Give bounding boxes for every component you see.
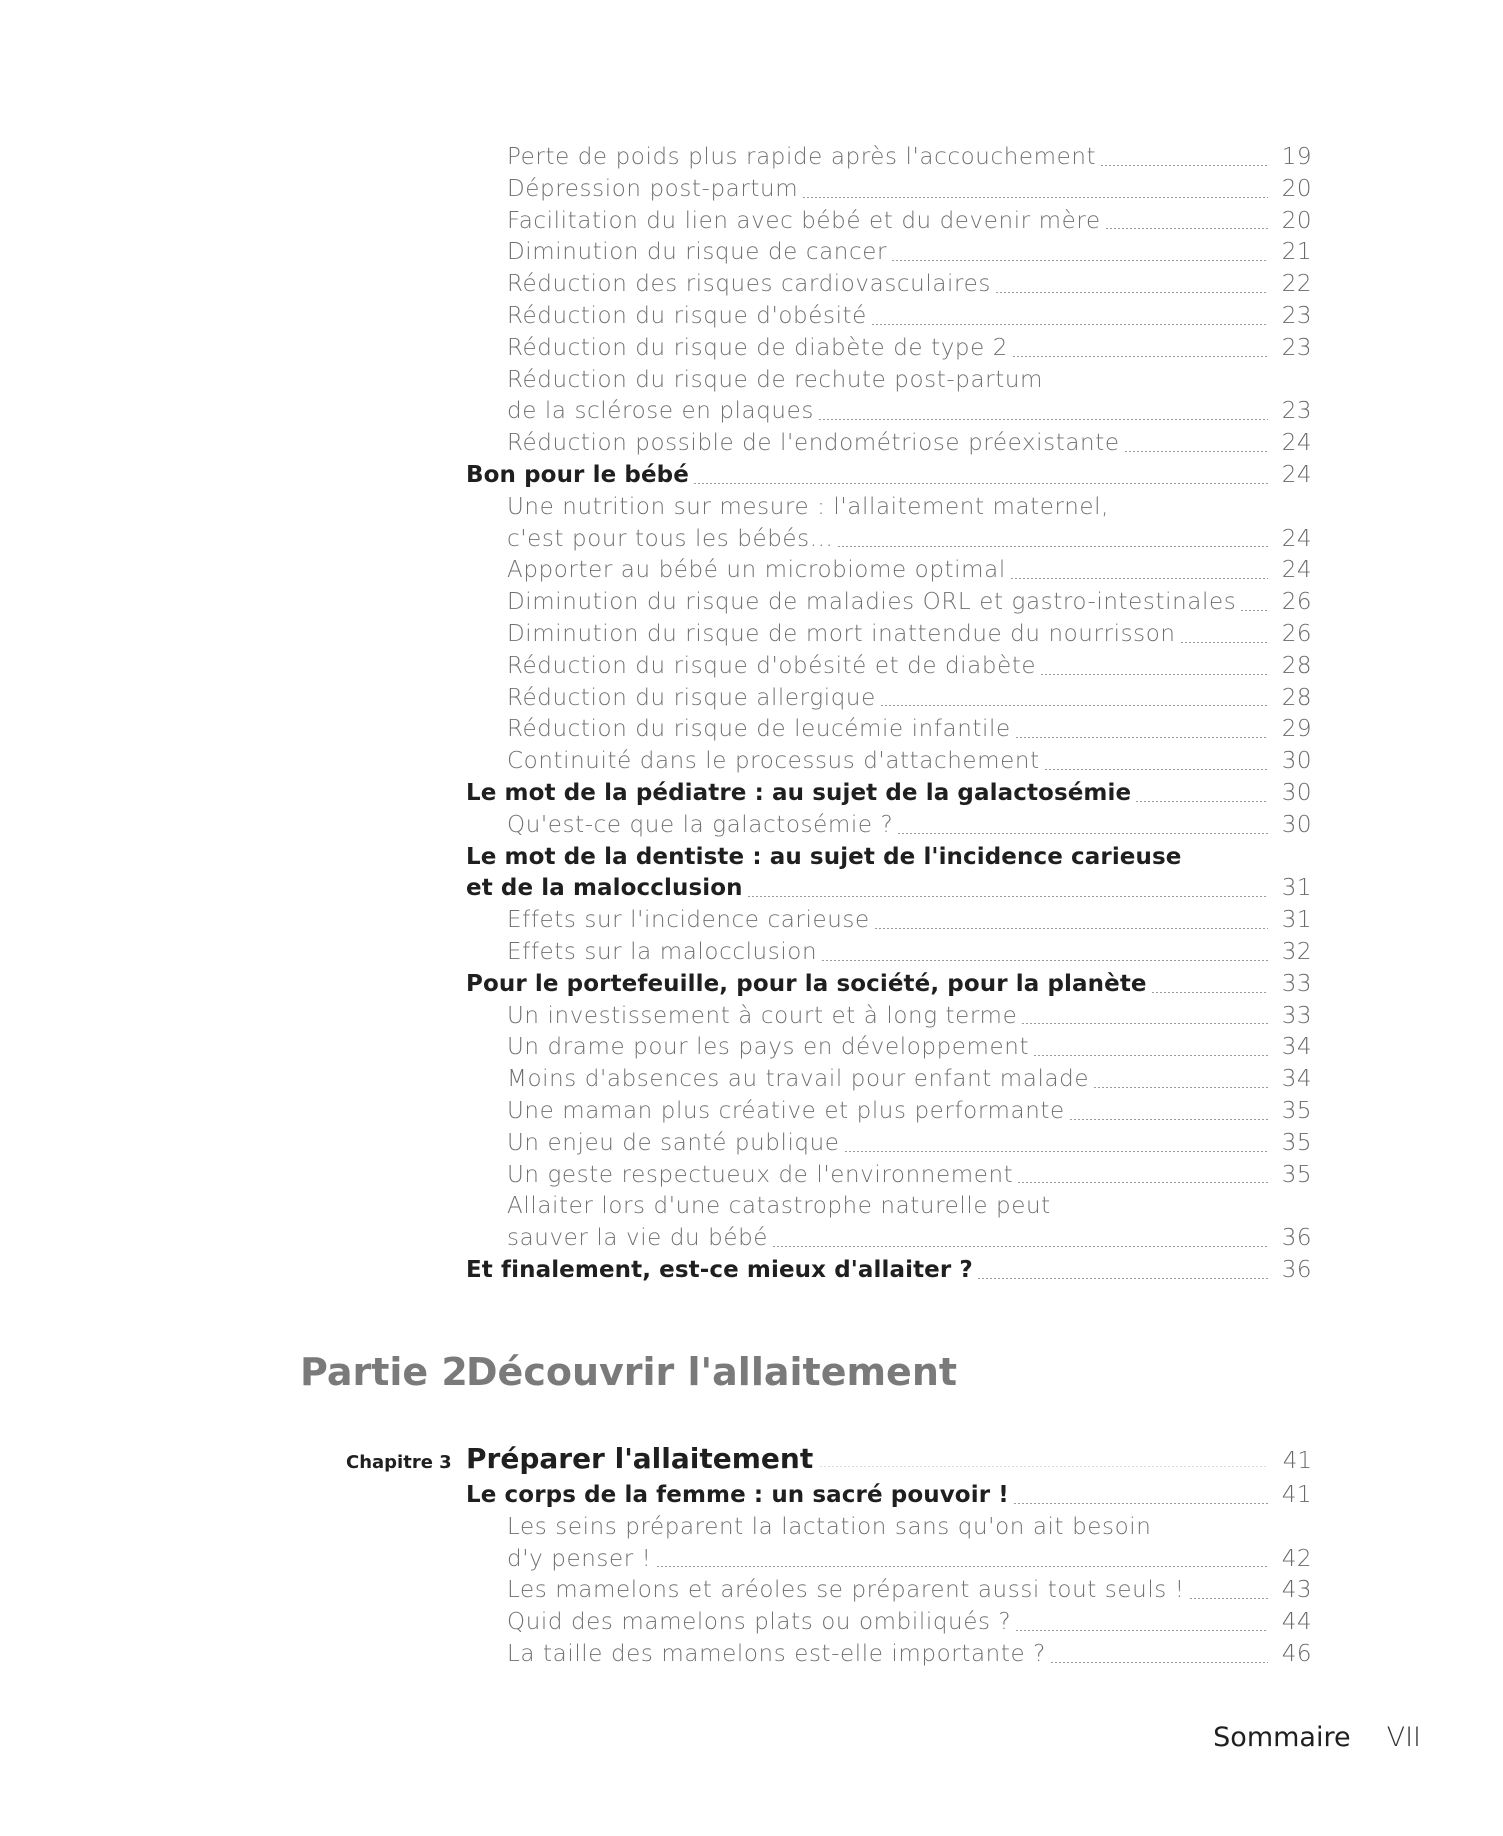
dot-leader [802, 197, 1268, 198]
toc-entry[interactable] [466, 492, 1312, 524]
toc-entry-title: et de la malocclusion [466, 875, 743, 902]
toc-entry[interactable] [466, 142, 1312, 174]
toc-entry-page: 19 [1281, 144, 1312, 170]
toc-entry[interactable] [466, 1001, 1312, 1033]
chapter-toc-list [466, 1480, 1312, 1671]
toc-entry[interactable] [466, 683, 1312, 715]
toc-entry[interactable] [466, 587, 1312, 619]
toc-entry-title: Réduction des risques cardiovasculaires [507, 271, 991, 298]
toc-section-entry[interactable] [466, 842, 1312, 874]
dot-leader [1012, 356, 1268, 357]
toc-entry[interactable] [466, 1639, 1312, 1671]
dot-leader [818, 419, 1268, 420]
toc-entry[interactable] [466, 1064, 1312, 1096]
toc-entry[interactable] [466, 1512, 1312, 1544]
toc-entry-title: Réduction du risque d'obésité [507, 302, 867, 329]
dot-leader [1189, 1598, 1268, 1599]
part-title: Découvrir l'allaitement [466, 1350, 958, 1394]
toc-section-entry[interactable] [466, 1480, 1312, 1512]
chapter-label: Chapitre 3 [346, 1452, 452, 1473]
toc-entry-page: 23 [1281, 398, 1312, 425]
toc-entry-title: Dépression post-partum [507, 175, 799, 202]
dot-leader [693, 483, 1268, 484]
toc-entry-page: 44 [1281, 1609, 1312, 1636]
toc-entry-page: 26 [1281, 620, 1312, 647]
dot-leader [1124, 451, 1268, 452]
toc-entry[interactable] [466, 365, 1312, 397]
toc-entry-title: Réduction du risque de leucémie infantile [507, 716, 1011, 743]
toc-entry-title: Le corps de la femme : un sacré pouvoir ! [466, 1482, 1009, 1508]
toc-entry-page: 31 [1281, 907, 1312, 934]
toc-entry-page: 20 [1281, 207, 1312, 234]
dot-leader [772, 1246, 1268, 1247]
dot-leader [880, 705, 1268, 706]
toc-entry-title: Qu'est-ce que la galactosémie ? [507, 811, 894, 838]
toc-entry[interactable] [466, 1607, 1312, 1639]
toc-entry[interactable] [466, 555, 1312, 587]
dot-leader [1017, 1182, 1268, 1183]
toc-entry[interactable] [466, 174, 1312, 206]
toc-entry-title: Diminution du risque de mort inattendue du nourrisson [507, 620, 1176, 647]
toc-entry-title: Perte de poids plus rapide après l'accouchement [507, 144, 1097, 170]
dot-leader [891, 260, 1268, 261]
dot-leader [1050, 1662, 1268, 1663]
toc-entry-title: Quid des mamelons plats ou ombiliqués ? [507, 1609, 1012, 1636]
dot-leader [819, 1466, 1268, 1467]
toc-entry-page: 21 [1281, 239, 1312, 266]
dot-leader [1013, 1503, 1268, 1504]
toc-entry-page: 30 [1281, 748, 1312, 775]
toc-entry-page: 22 [1281, 271, 1312, 298]
dot-leader [1185, 864, 1268, 865]
dot-leader [1055, 1214, 1268, 1215]
chapter-page: 41 [1282, 1448, 1312, 1474]
toc-entry-title: d'y penser ! [507, 1545, 652, 1572]
toc-entry-title: Réduction du risque de diabète de type 2 [507, 334, 1009, 361]
toc-entry-page: 36 [1281, 1225, 1312, 1252]
toc-entry-page: 24 [1281, 557, 1312, 584]
dot-leader [1040, 674, 1268, 675]
toc-entry-title: Diminution du risque de maladies ORL et gastro-intestinales [507, 589, 1237, 616]
toc-entry-title: Apporter au bébé un microbiome optimal [507, 557, 1006, 584]
toc-entry-title: Effets sur la malocclusion [507, 938, 818, 965]
dot-leader [1093, 1087, 1268, 1088]
toc-entry-page: 24 [1281, 430, 1312, 457]
toc-entry-title: Un drame pour les pays en développement [507, 1034, 1030, 1061]
toc-entry-title: sauver la vie du bébé [507, 1225, 769, 1252]
toc-entry-title: Un investissement à court et à long terme [507, 1002, 1018, 1029]
toc-entry-title: Réduction du risque de rechute post-partum [507, 366, 1044, 393]
toc-entry[interactable] [466, 619, 1312, 651]
dot-leader [1033, 1055, 1268, 1056]
toc-entry[interactable] [466, 905, 1312, 937]
dot-leader [1151, 992, 1268, 993]
toc-entry-page: 41 [1281, 1482, 1312, 1508]
dot-leader [821, 960, 1268, 961]
toc-entry-page: 33 [1281, 970, 1312, 997]
toc-entry[interactable] [466, 1160, 1312, 1192]
toc-entry-page: 35 [1281, 1129, 1312, 1156]
toc-entry-page: 35 [1281, 1161, 1312, 1188]
toc-entry-title: Continuité dans le processus d'attachement [507, 748, 1040, 775]
toc-entry[interactable] [466, 746, 1312, 778]
toc-entry-page: 34 [1281, 1066, 1312, 1093]
toc-entry-title: Pour le portefeuille, pour la société, pour la planète [466, 970, 1147, 997]
toc-entry[interactable] [466, 428, 1312, 460]
toc-entry-page: 42 [1281, 1545, 1312, 1572]
toc-entry-title: Moins d'absences au travail pour enfant malade [507, 1066, 1090, 1093]
dot-leader [747, 896, 1268, 897]
toc-entry-title: de la sclérose en plaques [507, 398, 814, 425]
toc-entry-page: 28 [1281, 652, 1312, 679]
toc-entry[interactable] [466, 396, 1312, 428]
toc-entry-page: 24 [1281, 525, 1312, 552]
toc-entry-title: Réduction possible de l'endométriose préexistante [507, 430, 1120, 457]
dot-leader [1240, 610, 1268, 611]
toc-entry-title: Effets sur l'incidence carieuse [507, 907, 870, 934]
toc-entry[interactable] [466, 269, 1312, 301]
dot-leader [1047, 387, 1268, 388]
part-heading [300, 1350, 957, 1394]
dot-leader [1100, 165, 1268, 166]
toc-entry-title: Réduction du risque allergique [507, 684, 876, 711]
toc-entry[interactable] [466, 1223, 1312, 1255]
toc-entry-page: 29 [1281, 716, 1312, 743]
dot-leader [1069, 1119, 1268, 1120]
dot-leader [656, 1566, 1269, 1567]
toc-entry-page: 33 [1281, 1002, 1312, 1029]
toc-entry[interactable] [466, 206, 1312, 238]
dot-leader [1015, 737, 1268, 738]
toc-entry-title: Le mot de la pédiatre : au sujet de la galactosémie [466, 779, 1132, 806]
dot-leader [837, 546, 1268, 547]
dot-leader [844, 1151, 1268, 1152]
toc-entry-title: Les mamelons et aréoles se préparent aussi tout seuls ! [507, 1577, 1185, 1604]
dot-leader [871, 324, 1268, 325]
toc-section-entry[interactable] [466, 460, 1312, 492]
toc-entry-title: Allaiter lors d'une catastrophe naturelle peut [507, 1193, 1051, 1220]
dot-leader [1135, 801, 1268, 802]
toc-entry-page: 28 [1281, 684, 1312, 711]
toc-entry-page: 36 [1281, 1256, 1312, 1283]
toc-entry-title: Une nutrition sur mesure : l'allaitement maternel, [507, 493, 1110, 520]
toc-entry-page: 24 [1281, 461, 1312, 488]
dot-leader [897, 833, 1268, 834]
toc-entry-page: 46 [1281, 1640, 1312, 1667]
toc-entry-title: Réduction du risque d'obésité et de diabète [507, 652, 1037, 679]
toc-entry[interactable] [466, 237, 1312, 269]
toc-entry-title: Facilitation du lien avec bébé et du devenir mère [507, 207, 1101, 234]
toc-entry[interactable] [466, 810, 1312, 842]
toc-entry-title: La taille des mamelons est-elle importante ? [507, 1640, 1046, 1667]
dot-leader [1113, 515, 1268, 516]
toc-entry[interactable] [466, 1032, 1312, 1064]
toc-entry[interactable] [466, 1191, 1312, 1223]
toc-entry[interactable] [466, 937, 1312, 969]
dot-leader [874, 928, 1268, 929]
toc-entry[interactable] [466, 714, 1312, 746]
toc-entry-page: 34 [1281, 1034, 1312, 1061]
toc-entry-page: 26 [1281, 589, 1312, 616]
toc-entry-title: Un geste respectueux de l'environnement [507, 1161, 1014, 1188]
toc-entry-page: 23 [1281, 302, 1312, 329]
toc-entry-title: Une maman plus créative et plus performante [507, 1097, 1065, 1124]
toc-entry[interactable] [466, 1544, 1312, 1576]
toc-entry-page: 32 [1281, 938, 1312, 965]
chapter-title: Préparer l'allaitement [466, 1442, 814, 1475]
toc-entry-page: 23 [1281, 334, 1312, 361]
toc-entry[interactable] [466, 301, 1312, 333]
toc-entry-page: 30 [1281, 811, 1312, 838]
toc-entry[interactable] [466, 1575, 1312, 1607]
toc-list [466, 142, 1312, 1287]
dot-leader [977, 1278, 1268, 1279]
toc-entry-page: 30 [1281, 779, 1312, 806]
dot-leader [1044, 769, 1268, 770]
dot-leader [1010, 578, 1268, 579]
toc-section-entry[interactable] [466, 1255, 1312, 1287]
toc-entry-page: 43 [1281, 1577, 1312, 1604]
dot-leader [1180, 642, 1268, 643]
dot-leader [995, 292, 1268, 293]
dot-leader [1021, 1023, 1268, 1024]
toc-entry[interactable] [466, 333, 1312, 365]
toc-entry-title: Un enjeu de santé publique [507, 1129, 840, 1156]
dot-leader [1105, 228, 1268, 229]
toc-entry-title: c'est pour tous les bébés... [507, 525, 834, 552]
toc-entry-title: Et finalement, est-ce mieux d'allaiter ? [466, 1256, 973, 1283]
toc-section-entry[interactable] [466, 969, 1312, 1001]
footer-section: Sommaire [1213, 1722, 1351, 1753]
footer-page-number: VII [1386, 1722, 1421, 1753]
toc-entry-title: Les seins préparent la lactation sans qu'on ait besoin [507, 1513, 1152, 1540]
toc-section-entry[interactable] [466, 778, 1312, 810]
toc-entry-title: Diminution du risque de cancer [507, 239, 888, 266]
dot-leader [1155, 1535, 1268, 1536]
chapter-heading[interactable] [466, 1442, 1312, 1475]
toc-entry-page: 31 [1281, 875, 1312, 902]
toc-entry[interactable] [466, 524, 1312, 556]
toc-entry-page: 20 [1281, 175, 1312, 202]
toc-entry-page: 35 [1281, 1097, 1312, 1124]
toc-entry-title: Bon pour le bébé [466, 461, 689, 488]
toc-section-entry[interactable] [466, 873, 1312, 905]
toc-entry[interactable] [466, 1128, 1312, 1160]
page-footer [1213, 1722, 1421, 1753]
toc-entry-title: Le mot de la dentiste : au sujet de l'incidence carieuse [466, 843, 1182, 870]
part-number: Partie 2 [300, 1350, 468, 1394]
dot-leader [1015, 1630, 1268, 1631]
toc-entry[interactable] [466, 1096, 1312, 1128]
toc-entry[interactable] [466, 651, 1312, 683]
